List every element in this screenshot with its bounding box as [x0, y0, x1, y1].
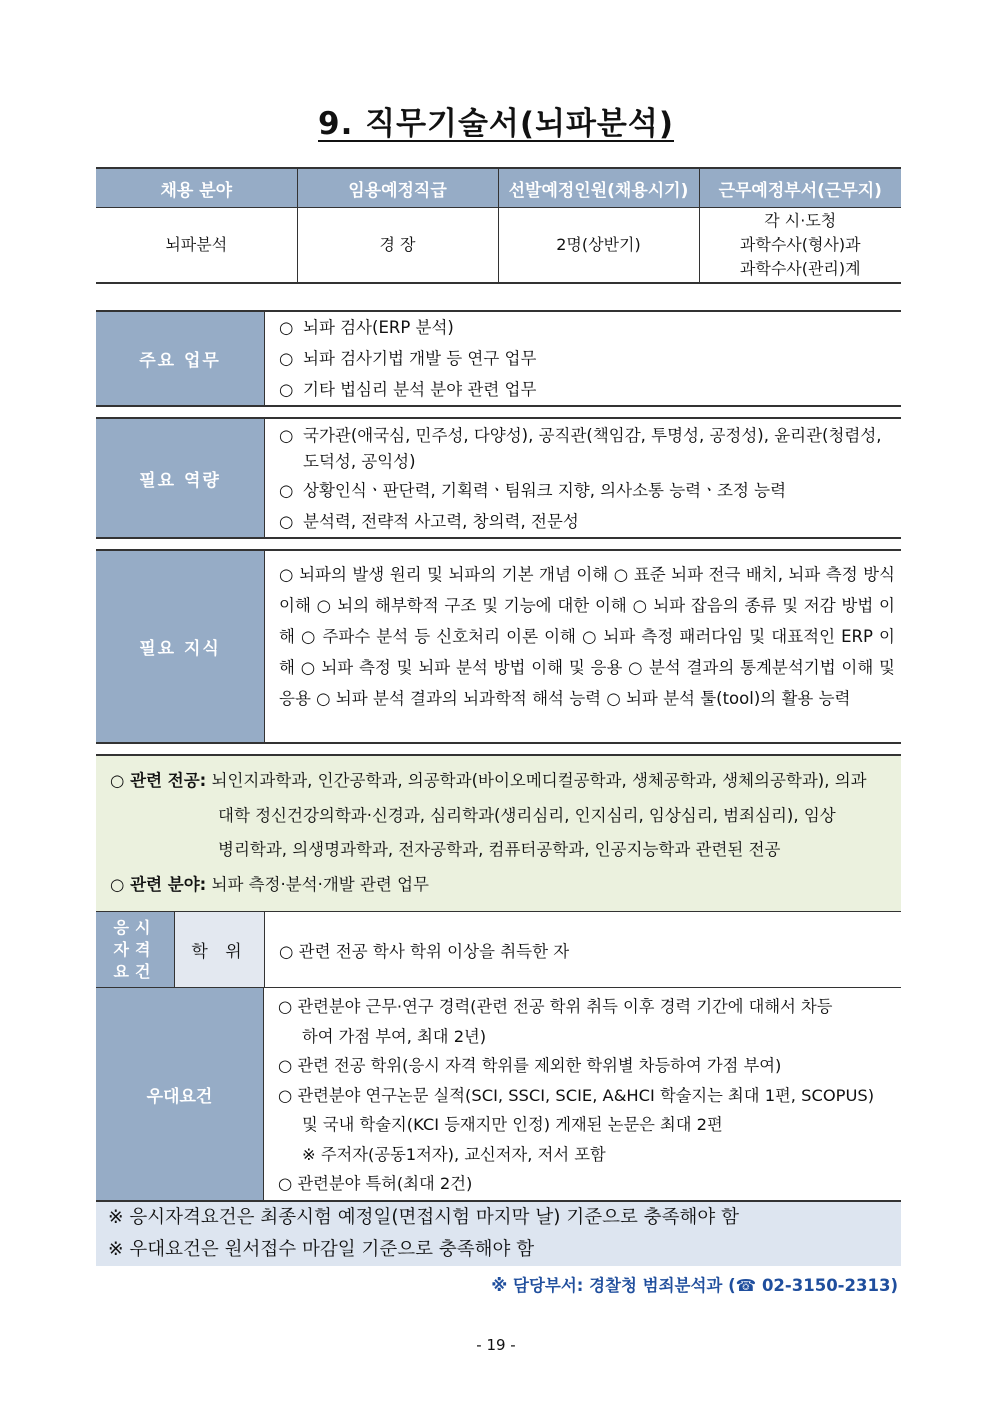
duties-section [96, 310, 901, 407]
dept-value [699, 208, 901, 284]
qualification-section [96, 912, 901, 988]
dept-line: 과학수사(관리)계 [739, 259, 861, 278]
dept-line: 과학수사(형사)과 [739, 235, 861, 254]
preference-line: ※ 주저자(공동1저자), 교신저자, 저서 포함 [302, 1144, 606, 1164]
duties-label: 주요 업무 [96, 312, 265, 405]
page-number: - 19 - [476, 1336, 516, 1354]
duty-item: ○ 뇌파 검사기법 개발 등 연구 업무 [279, 349, 537, 368]
col-header-field: 채용 분야 [96, 168, 297, 208]
related-majors-box [96, 754, 901, 912]
recruitment-header-table [96, 167, 901, 284]
competency-item: ○ 분석력, 전략적 사고력, 창의력, 전문성 [279, 512, 579, 531]
qualification-label: 응시 자격 요건 [96, 912, 175, 987]
contact-info: ※ 담당부서: 경찰청 범죄분석과 (☎ 02-3150-2313) [491, 1276, 898, 1295]
field-value: 뇌파분석 [96, 208, 297, 284]
col-header-count: 선발예정인원(채용시기) [498, 168, 699, 208]
competency-item: ○ 상황인식ㆍ판단력, 기획력ㆍ팀워크 지향, 의사소통 능력ㆍ조정 능력 [279, 481, 787, 500]
competency-item: ○ 국가관(애국심, 민주성, 다양성), 공직관(책임감, 투명성, 공정성), 윤리관(청렴성, 도덕성, 공익성) [279, 426, 882, 471]
related-field-text: 뇌파 측정·분석·개발 관련 업무 [211, 874, 429, 894]
degree-label: 학 위 [175, 912, 265, 987]
related-field-heading: ○ 관련 분야: [110, 874, 207, 894]
count-value: 2명(상반기) [498, 208, 699, 284]
competency-label: 필요 역량 [96, 419, 265, 537]
col-header-rank: 임용예정직급 [297, 168, 498, 208]
preference-line: ○ 관련 전공 학위(응시 자격 학위를 제외한 학위별 차등하여 가점 부여) [278, 1056, 782, 1075]
page-title: 9. 직무기술서(뇌파분석) [318, 106, 674, 142]
note-line: ※ 응시자격요건은 최종시험 예정일(면접시험 마지막 날) 기준으로 충족해야 함 [108, 1207, 739, 1228]
majors-line: 대학 정신건강의학과·신경과, 심리학과(생리심리, 인지심리, 임상심리, 범죄심리), 임상 [218, 805, 836, 825]
duty-item: ○ 뇌파 검사(ERP 분석) [279, 318, 454, 337]
preference-section [96, 988, 901, 1202]
note-line: ※ 우대요건은 원서접수 마감일 기준으로 충족해야 함 [108, 1239, 535, 1260]
degree-requirement: ○ 관련 전공 학사 학위 이상을 취득한 자 [279, 941, 570, 961]
duty-item: ○ 기타 법심리 분석 분야 관련 업무 [279, 380, 537, 399]
rank-value: 경 장 [297, 208, 498, 284]
preference-line: 및 국내 학술지(KCI 등재지만 인정) 게재된 논문은 최대 2편 [302, 1115, 723, 1134]
majors-line: 병리학과, 의생명과학과, 전자공학과, 컴퓨터공학과, 인공지능학과 관련된 전공 [218, 840, 781, 859]
dept-line: 각 시·도청 [764, 211, 837, 230]
notes-box [96, 1202, 901, 1266]
col-header-dept: 근무예정부서(근무지) [699, 168, 901, 208]
competency-section [96, 417, 901, 539]
knowledge-text: ○ 뇌파의 발생 원리 및 뇌파의 기본 개념 이해 ○ 표준 뇌파 전극 배치, 뇌파 측정 방식 이해 ○ 뇌의 해부학적 구조 및 기능에 대한 이해 ○ 뇌파 잡음의 종류 및 저감 방법 이해 ○ 주파수 분석 등 신호처리 이론 이해 ○ 뇌파 측정 패러다임 및 대표적인 ERP 이해 ○ 뇌파 측정 및 뇌파 분석 방법 이해 및 응용 ○ 분석 결과의 통계분석기법 이해 및 응용 ○ 뇌파 분석 결과의 뇌과학적 해석 능력 ○ 뇌파 분석 툴(tool)의 활용 능력 [279, 565, 895, 708]
knowledge-section [96, 549, 901, 744]
preference-line: ○ 관련분야 특허(최대 2건) [278, 1174, 473, 1193]
preference-label: 우대요건 [96, 988, 264, 1200]
preference-line: 하여 가점 부여, 최대 2년) [302, 1026, 487, 1046]
preference-line: ○ 관련분야 근무·연구 경력(관련 전공 학위 취득 이후 경력 기간에 대해서 차등 [278, 997, 833, 1016]
majors-heading: ○ 관련 전공: [110, 771, 207, 790]
knowledge-label: 필요 지식 [96, 551, 265, 742]
preference-line: ○ 관련분야 연구논문 실적(SCI, SSCI, SCIE, A&HCI 학술지는 최대 1편, SCOPUS) [278, 1085, 875, 1105]
majors-line: 뇌인지과학과, 인간공학과, 의공학과(바이오메디컬공학과, 생체공학과, 생체의공학과), 의과 [211, 771, 867, 790]
